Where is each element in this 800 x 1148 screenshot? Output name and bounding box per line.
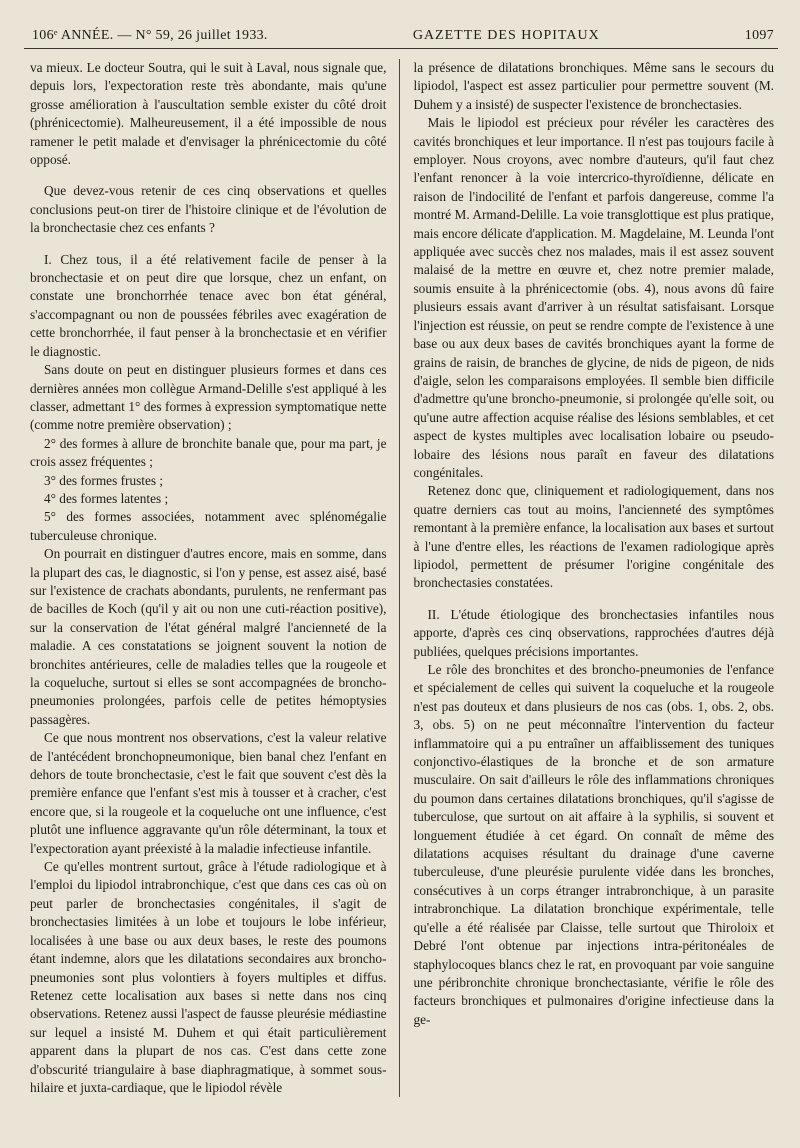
page-number: 1097	[744, 28, 774, 43]
paragraph: I. Chez tous, il a été relativement facile de penser à la bronchectasie et on peut dire que lorsque, chez un enfant, on constate une bronchorrhée tenace avec bon état général, s'accompagnant ou non de poussées fébriles avec exagération de cette bronchorrhée, il faut penser à la bronchectasie et en vérifier le diagnostic.	[30, 251, 387, 359]
journal-title: GAZETTE DES HOPITAUX	[412, 28, 600, 43]
page-header	[24, 16, 778, 49]
paragraph: Que devez-vous retenir de ces cinq observations et quelles conclusions peut-on tirer de l'histoire clinique et de l'évolution de la bronchectasie chez ces enfants ?	[30, 183, 387, 236]
paragraph: la présence de dilatations bronchiques. Même sans le secours du lipiodol, l'aspect est assez particulier pour permettre souvent (M. Duhem y a insisté) de suspecter l'existence de bronchectasies.	[413, 60, 774, 112]
paragraph: Ce que nous montrent nos observations, c'est la valeur relative de l'antécédent bronchopneumonique, bien banal chez l'enfant en dehors de toute bronchectasie, c'est le fait que souvent c'est dès la première enfance que l'enfant s'est mis à tousser et à cracher, c'est encore que, si la rougeole et la coqueluche ont une influence, c'est plutôt une influence aggravante qu'un rôle déterminant, la toux et l'expectoration ayant préexisté à la maladie infectieuse infantile.	[30, 730, 387, 856]
paragraph: 5° des formes associées, notamment avec splénomégalie tuberculeuse chronique.	[30, 509, 387, 543]
paragraph: Ce qu'elles montrent surtout, grâce à l'étude radiologique et à l'emploi du lipiodol intrabronchique, c'est que dans ces cas où on peut parler de bronchectasies congénitales, il s'agit de bronchectasies limitées à un lobe et toujours le lobe inférieur, localisées à une base ou aux deux bases, le reste des poumons étant indemne, alors que les dilatations secondaires aux broncho-pneumonies sont plus volontiers à foyers multiples et diffus. Retenez cette localisation aux bases si nette dans nos cinq observations. Retenez aussi l'aspect de fausse pleurésie médiastine sur lequel a insisté M. Duhem et qui était particulièrement apparent dans la plupart de nos cas. C'est dans cette zone d'obscurité triangulaire à base diaphragmatique, à sommet sous-hilaire et juxta-cardiaque, que le lipiodol révèle	[30, 859, 387, 1095]
text-columns	[24, 59, 778, 1097]
paragraph: II. L'étude étiologique des bronchectasies infantiles nous apporte, d'après ces cinq observations, rapprochées d'autres déjà publiées, quelques précisions importantes.	[413, 606, 774, 659]
paragraph: 4° des formes latentes ;	[44, 490, 169, 506]
paragraph: Mais le lipiodol est précieux pour révéler les caractères des cavités bronchiques et leur importance. Il n'est pas toujours facile à employer. Nous croyons, avec nombre d'auteurs, qu'il faut chez l'enfant renoncer à la voie intercrico-thyroïdienne, délicate en raison de l'indocilité de l'enfant et parfois dangereuse, comme l'a montré M. Armand-Delille. La voie transglottique est plus pratique, mais encore délicate d'application. M. Magdelaine, M. Leunda l'ont appliquée avec succès chez nos malades, mais il est assez souvent malaisé de la mettre en œuvre et, chez notre premier malade, soumis ensuite à la phrénicectomie (obs. 4), nous avons dû faire plusieurs essais avant d'arriver à un résultat satisfaisant. Lorsque l'injection est réussie, on peut se rendre compte de l'existence à une base ou aux deux bases de cavités bronchiques ayant la forme de grains de raisin, de branches de glycine, de nids de pigeon, de nids d'aigle, selon les comparaisons employées. Il semble bien difficile d'admettre qu'une broncho-pneumonie, si prolongée qu'elle soit, ou qu'une autre affection acquise réalise des lésions semblables, et cet aspect de kystes multiples avec localisation lobaire ou pseudo-lobaire des lésions nous paraît en faveur des dilatations congénitales.	[413, 115, 774, 480]
paragraph: Retenez donc que, cliniquement et radiologiquement, dans nos quatre derniers cas tout au moins, l'ancienneté des symptômes remontant à la première enfance, la localisation aux bases et surtout à l'une d'entre elles, les réactions de l'examen radiologique après lipiodol, permettent de présumer l'origine congénitale des bronchectasies constatées.	[413, 483, 774, 591]
paragraph: On pourrait en distinguer d'autres encore, mais en somme, dans la plupart des cas, le diagnostic, si l'on y pense, est assez aisé, basé sur l'existence de crachats abondants, purulents, ne renfermant pas de bacilles de Koch (qu'il y ait ou non une cuti-réaction positive), sur la conservation de l'état général malgré l'ancienneté de la maladie. A ces constatations se joignent souvent la notion de bronchites antérieures, celle de maladies telles que la rougeole et la coqueluche, surtout si elles se sont accompagnées de broncho-pneumonies prolongées, parfois celle de petites hémoptysies passagères.	[30, 546, 387, 727]
issue-info: 106ᵉ ANNÉE. — N° 59, 26 juillet 1933.	[32, 28, 268, 43]
paragraph: Sans doute on peut en distinguer plusieurs formes et dans ces dernières années mon collègue Armand-Delille s'est appliqué à les classer, admettant 1° des formes à expression symptomatique nette (comme notre première observation) ;	[30, 362, 387, 433]
paragraph: va mieux. Le docteur Soutra, qui le suit à Laval, nous signale que, depuis lors, l'expectoration reste très abondante, mais qu'une grosse amélioration à l'auscultation semble exister du côté droit (phrénicectomie). Malheureusement, il a été impossible de nous ramener le petit malade et d'envisager la phrénicectomie du côté opposé.	[30, 60, 387, 168]
paragraph: 2° des formes à allure de bronchite banale que, pour ma part, je crois assez fréquentes ;	[30, 435, 387, 470]
paragraph: Le rôle des bronchites et des broncho-pneumonies de l'enfance et spécialement de celles qui suivent la coqueluche et la rougeole n'est pas douteux et dans plusieurs de nos cas (obs. 1, obs. 2, obs. 3, obs. 5) on ne peut méconnaître l'intervention du facteur inflammatoire qui a pu entraîner un affaiblissement des tuniques conjonctivo-élastiques de la bronche et de son armature musculaire. On sait d'ailleurs le rôle des inflammations chroniques du poumon dans certaines dilatations bronchiques, qu'il s'agisse de tuberculose, que surtout on ait affaire à la syphilis, si souvent et longuement étudiée à cet égard. On connaît de même des dilatations acquises résultant du drainage d'une caverne tuberculeuse, d'une pleurésie purulente vidée dans les bronches, consécutives à un corps étranger intrabronchique, à un parasite intrabronchique. La dilatation bronchique expérimentale, telle qu'elle a été réalisée par Claisse, telle surtout que Thiroloix et Debré l'ont obtenue par injections intra-péritonéales de staphylocoques blancs chez le rat, en provoquant par voie sanguine une péribronchite chronique bronchectasiante, vérifie le rôle des facteurs bronchiques et pulmonaires d'origine infectieuse dans la ge-	[413, 662, 774, 1027]
left-column	[24, 59, 399, 1097]
right-column	[400, 59, 779, 1097]
paragraph: 3° des formes frustes ;	[44, 472, 164, 488]
